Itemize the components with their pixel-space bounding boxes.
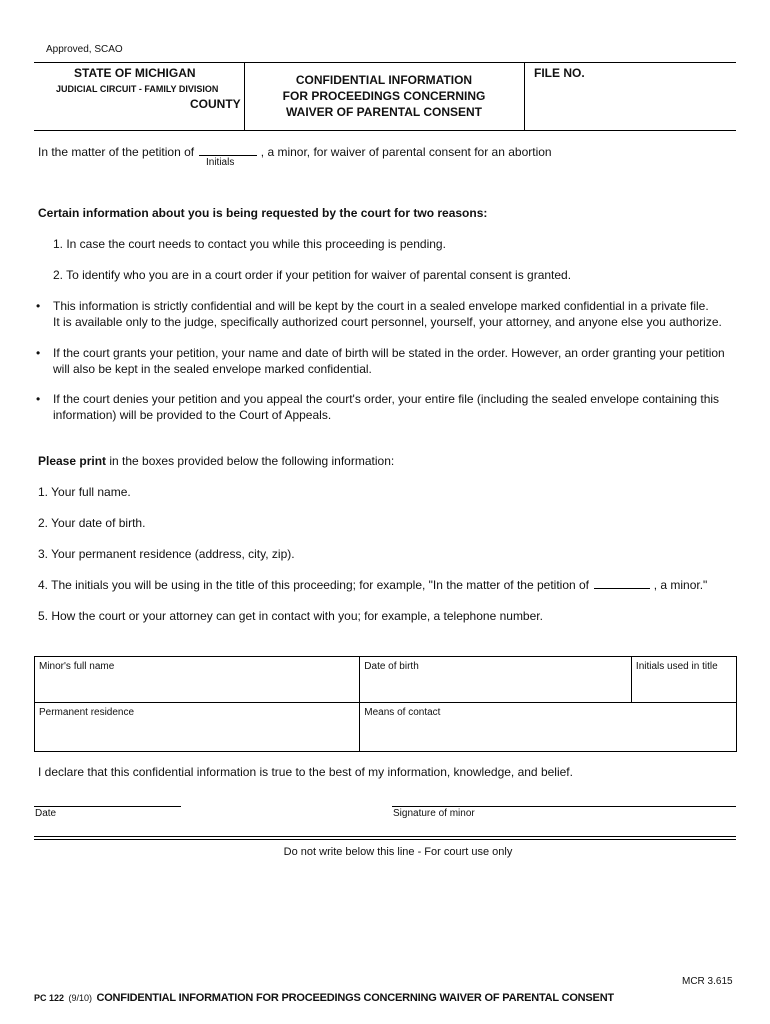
mcr-reference: MCR 3.615 xyxy=(682,976,733,987)
reason-item: 1. In case the court needs to contact you while this proceeding is pending. xyxy=(53,237,446,251)
signature-label: Signature of minor xyxy=(393,808,475,819)
initials-field[interactable] xyxy=(199,155,257,156)
example-initials-blank xyxy=(594,588,650,589)
print-item-suffix: , a minor." xyxy=(653,578,708,592)
form-header xyxy=(34,62,736,130)
form-revision: (9/10) xyxy=(68,993,92,1003)
signature-field[interactable] xyxy=(392,806,736,807)
form-title-line2: FOR PROCEEDINGS CONCERNING xyxy=(282,89,486,103)
residence-label: Permanent residence xyxy=(39,707,135,718)
print-item: 4. The initials you will be using in the title of this proceeding; for example, "In the matter of the petition of xyxy=(38,578,590,592)
initials-title-label: Initials used in title xyxy=(635,661,718,672)
bullet-marker: • xyxy=(36,346,41,360)
form-title-line1: CONFIDENTIAL INFORMATION xyxy=(295,73,473,87)
bullet-line: If the court grants your petition, your name and date of birth will be stated in the order. However, an order granting your petition xyxy=(53,346,725,360)
bullet-marker: • xyxy=(36,392,41,406)
minor-name-field[interactable] xyxy=(35,657,360,703)
bullet-grant xyxy=(53,345,725,377)
reasons-heading: Certain information about you is being requested by the court for two reasons: xyxy=(38,206,488,220)
date-label: Date xyxy=(35,808,57,819)
print-instructions xyxy=(38,453,394,469)
contact-field[interactable] xyxy=(360,703,737,752)
date-field[interactable] xyxy=(34,806,181,807)
initials-caption: Initials xyxy=(206,157,235,168)
matter-suffix: , a minor, for waiver of parental consent for an abortion xyxy=(260,145,552,159)
declaration-text: I declare that this confidential information is true to the best of my information, knowledge, and belief. xyxy=(38,765,573,779)
print-item: 1. Your full name. xyxy=(38,485,131,499)
contact-label: Means of contact xyxy=(364,707,441,718)
info-table xyxy=(34,656,737,752)
form-title-line3: WAIVER OF PARENTAL CONSENT xyxy=(285,105,482,119)
footer-line xyxy=(34,988,614,1006)
initials-title-field[interactable] xyxy=(631,657,736,703)
matter-prefix: In the matter of the petition of xyxy=(38,145,195,159)
court-use-rule-bottom xyxy=(34,839,736,840)
bullet-marker: • xyxy=(36,299,41,313)
footer-title: CONFIDENTIAL INFORMATION FOR PROCEEDINGS CONCERNING WAIVER OF PARENTAL CONSENT xyxy=(96,992,614,1004)
approval-note: Approved, SCAO xyxy=(46,44,123,55)
bullet-line: It is available only to the judge, specifically authorized court personnel, yourself, your attorney, and anyone else you authorize. xyxy=(53,315,722,329)
print-item: 5. How the court or your attorney can get in contact with you; for example, a telephone number. xyxy=(38,609,543,623)
print-item: 2. Your date of birth. xyxy=(38,516,146,530)
print-rest: in the boxes provided below the following information: xyxy=(106,454,395,468)
file-no-label: FILE NO. xyxy=(534,66,585,80)
residence-field[interactable] xyxy=(35,703,360,752)
print-item: 3. Your permanent residence (address, city, zip). xyxy=(38,547,295,561)
court-use-rule-top xyxy=(34,836,736,837)
bullet-line: If the court denies your petition and you appeal the court's order, your entire file (including the sealed envelope containing this xyxy=(53,392,720,406)
print-bold: Please print xyxy=(38,454,107,468)
header-top-rule xyxy=(34,62,736,63)
matter-line xyxy=(38,144,552,160)
header-divider-right xyxy=(524,62,525,130)
reason-item: 2. To identify who you are in a court order if your petition for waiver of parental consent is granted. xyxy=(53,268,572,282)
form-title xyxy=(244,72,524,120)
bullet-confidential xyxy=(53,298,722,330)
print-item-initials xyxy=(38,577,707,593)
minor-name-label: Minor's full name xyxy=(39,661,115,672)
dob-label: Date of birth xyxy=(364,661,419,672)
bullet-line: This information is strictly confidential and will be kept by the court in a sealed envelope marked confidential in a private file. xyxy=(53,299,709,313)
form-code: PC 122 xyxy=(34,993,65,1003)
dob-field[interactable] xyxy=(360,657,632,703)
county-label: COUNTY xyxy=(190,97,241,111)
bullet-deny xyxy=(53,391,719,423)
circuit-label: JUDICIAL CIRCUIT - FAMILY DIVISION xyxy=(56,84,219,94)
court-use-note: Do not write below this line - For court use only xyxy=(283,846,513,858)
header-bottom-rule xyxy=(34,130,736,131)
state-label: STATE OF MICHIGAN xyxy=(74,66,196,80)
bullet-line: information) will be provided to the Court of Appeals. xyxy=(53,408,332,422)
bullet-line: will also be kept in the sealed envelope marked confidential. xyxy=(53,362,372,376)
